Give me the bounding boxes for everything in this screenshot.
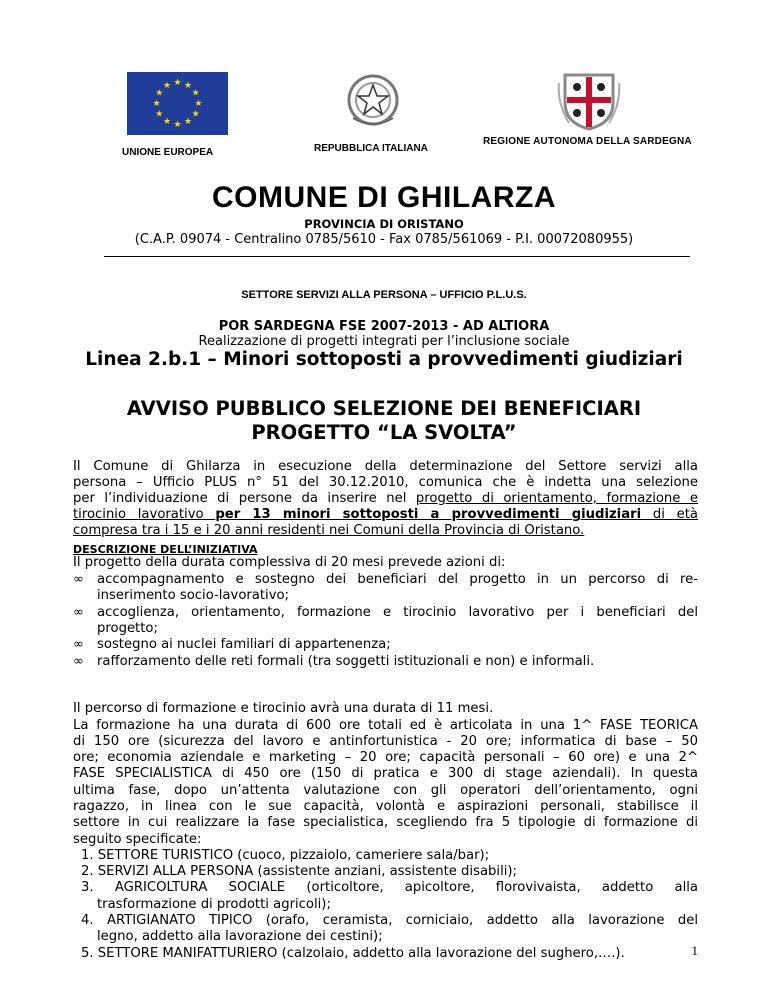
svg-text:★: ★	[162, 117, 172, 128]
bullet-item-text: sostegno ai nuclei familiari di appartenenza;	[97, 637, 391, 653]
avviso-line2: PROGETTO “LA SVOLTA”	[251, 421, 517, 444]
formazione-line: ore; economia aziendale e marketing – 20 ore; capacità personali – 60 ore) e una 2^	[73, 750, 698, 766]
bullet-icon: ∞	[73, 604, 84, 620]
sardegna-emblem-logo	[557, 73, 621, 131]
sector-item: 1. SETTORE TURISTICO (cuoco, pizzaiolo, cameriere sala/bar);	[81, 847, 490, 863]
intro-line: persona – Ufficio PLUS n° 51 del 30.12.2010, comunica che è indetta una selezione	[73, 475, 698, 490]
bullet-icon: ∞	[73, 653, 84, 669]
bullet-item-text: accoglienza, orientamento, formazione e tirocinio lavorativo per i beneficiari del	[97, 604, 698, 620]
bullet-icon: ∞	[73, 572, 84, 587]
intro-text: per l’individuazione di persone da inserire nel	[73, 491, 416, 506]
bullet-item-text: rafforzamento delle reti formali (tra soggetti istituzionali e non) e informali.	[97, 653, 595, 669]
project-link-text: progetto di orientamento, formazione e	[415, 491, 698, 506]
linea-title: Linea 2.b.1 – Minori sottoposti a provvedimenti giudiziari	[85, 349, 683, 370]
eu-label: UNIONE EUROPEA	[122, 147, 214, 158]
contacts-line: (C.A.P. 09074 - Centralino 0785/5610 - Fax 0785/561069 - P.I. 00072080955)	[134, 232, 634, 247]
province-label: PROVINCIA DI ORISTANO	[304, 217, 464, 231]
sector-item: 2. SERVIZI ALLA PERSONA (assistente anziani, assistente disabili);	[81, 864, 517, 880]
formazione-line: FASE SPECIALISTICA di 450 ore (150 di pratica e 300 di stage aziendali). In questa	[73, 766, 698, 782]
formazione-line: ultima fase, dopo un’attenta valutazione con gli operatori dell’orientamento, ogni	[73, 782, 698, 798]
svg-text:★: ★	[194, 99, 203, 109]
bullet-item-text: progetto;	[97, 620, 158, 636]
formazione-line: settore in cui realizzare la fase specialistica, scegliendo fra 5 tipologie di formazione di	[73, 815, 698, 831]
intro-line	[73, 491, 698, 507]
formazione-line: La formazione ha una durata di 600 ore totali ed è articolata in una 1^ FASE TEORICA	[73, 717, 698, 733]
intro-line	[73, 507, 698, 523]
description-lead: Il progetto della durata complessiva di 20 mesi prevede azioni di:	[73, 555, 506, 570]
bullet-icon: ∞	[73, 637, 84, 653]
sector-item: 3. AGRICOLTURA SOCIALE (orticoltore, apicoltore, florovivaista, addetto alla	[81, 880, 698, 896]
svg-text:★: ★	[173, 120, 182, 130]
avviso-line1: AVVISO PUBBLICO SELEZIONE DEI BENEFICIARI	[126, 397, 642, 420]
settore-label: SETTORE SERVIZI ALLA PERSONA – UFFICIO P.L.U.S.	[241, 289, 527, 301]
project-link-text: tirocinio lavorativo	[73, 507, 216, 522]
svg-text:★: ★	[162, 80, 172, 91]
sector-item: trasformazione di prodotti agricoli);	[97, 896, 331, 912]
formazione-line: seguito specificate:	[73, 831, 202, 847]
intro-text: di età	[641, 507, 698, 522]
formazione-line: di 150 ore (sicurezza del lavoro e antinfortunistica - 20 ore; informatica di base – 50	[73, 733, 698, 749]
page-number: 1	[691, 943, 698, 958]
percorso-line: Il percorso di formazione e tirocinio avrà una durata di 11 mesi.	[73, 701, 494, 716]
svg-text:★: ★	[183, 117, 193, 128]
italy-emblem-logo	[345, 70, 401, 132]
svg-text:★: ★	[191, 88, 200, 99]
formazione-line: ragazzo, in linea con le sue capacità, volontà e aspirazioni personali, stabilisce il	[73, 799, 698, 814]
minori-emphasis: per 13 minori sottoposti a provvedimenti giudiziari	[215, 507, 642, 522]
svg-text:★: ★	[155, 109, 164, 120]
intro-line: compresa tra i 15 e i 20 anni residenti nei Comuni della Provincia di Oristano.	[73, 523, 585, 538]
bullet-item-text: accompagnamento e sostegno dei beneficiari del progetto in un percorso di re-	[97, 572, 698, 587]
por-title: POR SARDEGNA FSE 2007-2013 - AD ALTIORA	[218, 319, 550, 334]
svg-text:★: ★	[152, 99, 161, 109]
comune-title: COMUNE DI GHILARZA	[212, 181, 556, 214]
bullet-item-text: inserimento socio-lavorativo;	[97, 588, 290, 604]
sector-item: legno, addetto alla lavorazione dei cestini);	[97, 929, 383, 945]
sector-item: 5. SETTORE MANIFATTURIERO (calzolaio, addetto alla lavorazione del sughero,….).	[81, 945, 625, 961]
section-title: DESCRIZIONE DELL’INIZIATIVA	[73, 543, 258, 556]
svg-text:★: ★	[191, 109, 200, 120]
sardegna-label: REGIONE AUTONOMA DELLA SARDEGNA	[483, 136, 692, 147]
intro-line: Il Comune di Ghilarza in esecuzione della determinazione del Settore servizi alla	[73, 459, 698, 474]
sector-item: 4. ARTIGIANATO TIPICO (orafo, ceramista, corniciaio, addetto alla lavorazione del	[81, 913, 698, 928]
svg-text:★: ★	[155, 88, 164, 99]
italy-label: REPUBBLICA ITALIANA	[314, 143, 428, 154]
svg-text:★: ★	[173, 78, 182, 88]
programme-subtitle: Realizzazione di progetti integrati per l’inclusione sociale	[198, 334, 570, 349]
svg-text:★: ★	[183, 80, 193, 91]
eu-flag-logo	[127, 72, 228, 135]
header-divider	[104, 256, 690, 257]
